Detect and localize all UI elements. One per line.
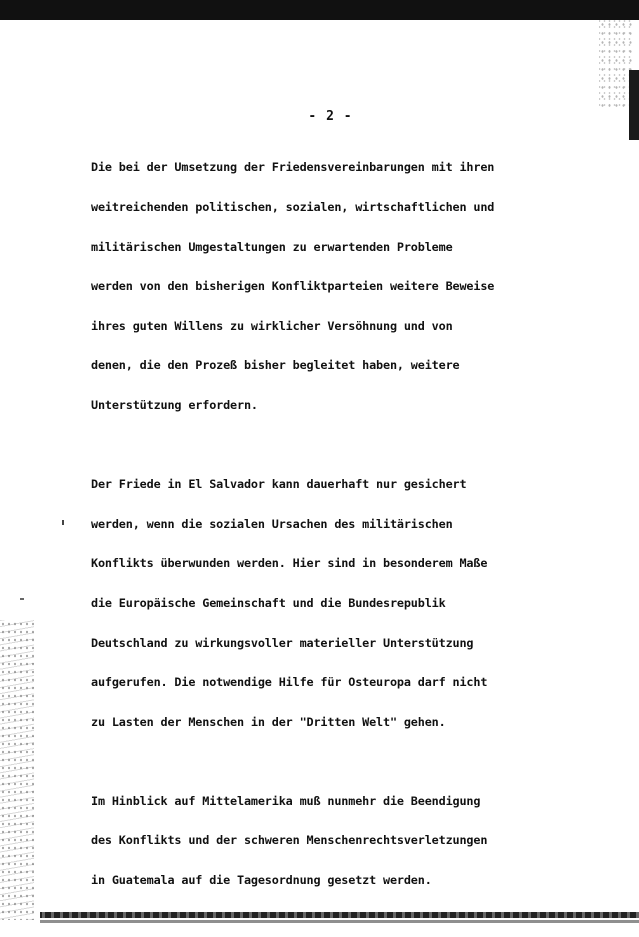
scan-speck xyxy=(20,598,24,600)
text-line: Im Hinblick auf Mittelamerika muß nunmehr die Beendigung xyxy=(91,793,481,808)
text-line: weitreichenden politischen, sozialen, wirtschaftlichen und xyxy=(91,200,495,215)
paragraph-implementation xyxy=(91,135,521,439)
text-line: werden, wenn die sozialen Ursachen des militärischen xyxy=(91,516,453,531)
scan-speck xyxy=(62,520,64,525)
text-line: die Europäische Gemeinschaft und die Bundesrepublik xyxy=(91,595,446,610)
text-line: in Guatemala auf die Tagesordnung gesetzt werden. xyxy=(91,872,432,887)
text-line: aufgerufen. Die notwendige Hilfe für Osteuropa darf nicht xyxy=(91,675,488,690)
text-line: ihres guten Willens zu wirklicher Versöhnung und von xyxy=(91,318,453,333)
scan-top-border xyxy=(0,0,639,20)
text-line: des Konflikts und der schweren Menschenrechtsverletzungen xyxy=(91,833,488,848)
text-line: Deutschland zu wirkungsvoller materieller Unterstützung xyxy=(91,635,474,650)
scan-noise-top-right xyxy=(599,20,633,110)
scan-noise-left-margin xyxy=(0,620,34,920)
text-line: militärischen Umgestaltungen zu erwartenden Probleme xyxy=(91,239,453,254)
document-body xyxy=(91,135,521,927)
paragraph-guatemala xyxy=(91,768,521,913)
text-line: Der Friede in El Salvador kann dauerhaft nur gesichert xyxy=(91,477,467,492)
paragraph-el-salvador xyxy=(91,452,521,756)
text-line: zu Lasten der Menschen in der "Dritten Welt" gehen. xyxy=(91,714,446,729)
text-line: werden von den bisherigen Konfliktparteien weitere Beweise xyxy=(91,279,495,294)
text-line: denen, die den Prozeß bisher begleitet haben, weitere xyxy=(91,358,460,373)
scan-right-edge xyxy=(629,70,639,140)
text-line: Konflikts überwunden werden. Hier sind in besonderem Maße xyxy=(91,556,488,571)
text-line: Die bei der Umsetzung der Friedensvereinbarungen mit ihren xyxy=(91,160,495,175)
page-number: - 2 - xyxy=(308,109,353,124)
text-line: Unterstützung erfordern. xyxy=(91,398,258,413)
